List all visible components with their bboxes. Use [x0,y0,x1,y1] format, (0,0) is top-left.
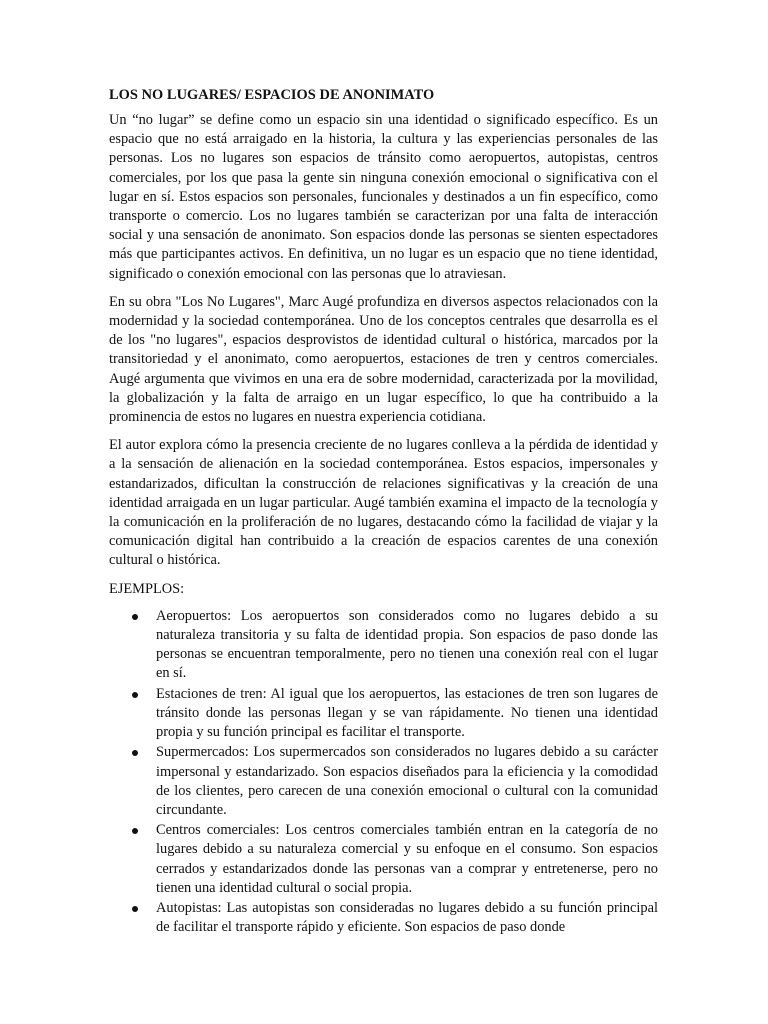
examples-heading: EJEMPLOS: [109,580,185,597]
examples-list [109,607,658,937]
example-text: Estaciones de tren: Al igual que los aeropuertos, las estaciones de tren son lugares de tránsito donde las personas llegan y se van rápidamente. No tienen una identidad propia y su función principal es facilitar el transporte. [156,685,658,741]
example-item-supermercados [109,743,658,820]
document-title: LOS NO LUGARES/ ESPACIOS DE ANONIMATO [109,87,435,103]
bullet-icon [132,828,138,834]
paragraph-definition: Un “no lugar” se define como un espacio sin una identidad o significado específico. Es un espacio que no está arraigado en la historia, la cultura y las experiencias personales de las personas. Los no lugares son espacios de tránsito como aeropuertos, autopistas, centros comerciales, por los que pasa la gente sin ninguna conexión emocional o significativa con el lugar en sí. Estos espacios son personales, funcionales y destinados a un fin específico, como transporte o comercio. Los no lugares también se caracterizan por una falta de interacción social y una sensación de anonimato. Son espacios donde las personas se sienten espectadores más que participantes activos. En definitiva, un no lugar es un espacio que no tiene identidad, significado o conexión emocional con las personas que lo atraviesan. [109,112,658,282]
example-item-aeropuertos [109,607,658,684]
example-text: Aeropuertos: Los aeropuertos son considerados como no lugares debido a su naturaleza transitoria y su falta de identidad propia. Son espacios de paso donde las personas se encuentran temporalmente, pero no tienen una conexión real con el lugar en sí. [156,607,658,682]
example-text: Centros comerciales: Los centros comerciales también entran en la categoría de no lugares debido a su naturaleza comercial y su enfoque en el consumo. Son espacios cerrados y estandarizados donde las personas van a comprar y entretenerse, pero no tienen una identidad cultural o social propia. [156,822,658,896]
bullet-icon [132,692,138,698]
bullet-icon [132,906,138,912]
example-item-autopistas [109,899,658,937]
bullet-icon [132,614,138,620]
paragraph-auge: En su obra "Los No Lugares", Marc Augé profundiza en diversos aspectos relacionados con la modernidad y la sociedad contemporánea. Uno de los conceptos centrales que desarrolla es el de los "no lugares", espacios desprovistos de identidad cultural o histórica, marcados por la transitoriedad y el anonimato, como aeropuertos, estaciones de tren y centros comerciales. Augé argumenta que vivimos en una era de sobre modernidad, caracterizada por la movilidad, la globalización y la falta de arraigo en un lugar específico, lo que ha contribuido a la prominencia de estos no lugares en nuestra experiencia cotidiana. [109,293,658,426]
example-item-estaciones [109,685,658,743]
paragraph-author-explores: El autor explora cómo la presencia creciente de no lugares conlleva a la pérdida de identidad y a la sensación de alienación en la sociedad contemporánea. Estos espacios, impersonales y estandarizados, dificultan la construcción de relaciones significativas y la creación de una identidad arraigada en un lugar particular. Augé también examina el impacto de la tecnología y la comunicación en la proliferación de no lugares, destacando cómo la facilidad de viajar y la comunicación digital han contribuido a la creación de espacios carentes de una conexión cultural o histórica. [109,437,658,569]
example-item-centros-comerciales [109,821,658,898]
document-body [109,86,658,938]
example-text: Supermercados: Los supermercados son considerados no lugares debido a su carácter impersonal y estandarizado. Son espacios diseñados para la eficiencia y la comodidad de los clientes, pero carecen de una conexión emocional o cultural con la comunidad circundante. [156,744,658,818]
bullet-icon [132,750,138,756]
example-text: Autopistas: Las autopistas son consideradas no lugares debido a su función principal de facilitar el transporte rápido y eficiente. Son espacios de paso donde [156,899,658,936]
